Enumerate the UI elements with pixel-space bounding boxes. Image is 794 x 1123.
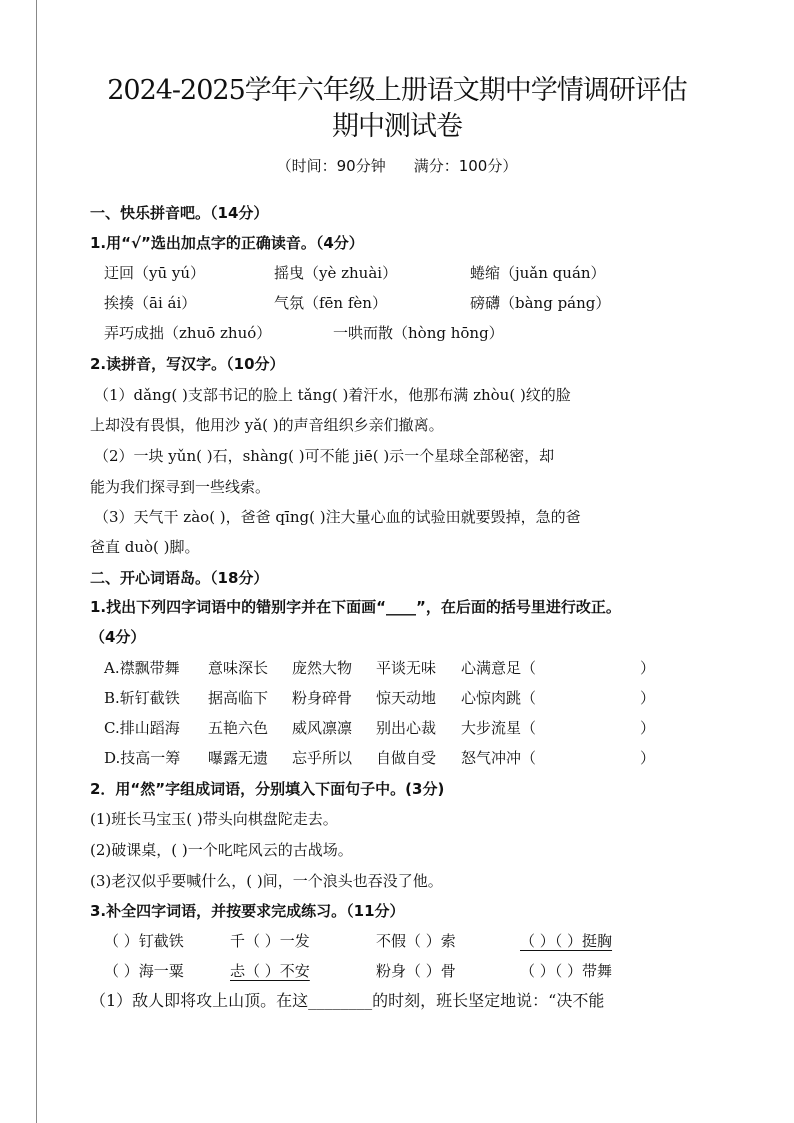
idiom-cell: 大步流星（: [461, 719, 537, 737]
exam-time-score: [0, 155, 794, 176]
idiom-cell: 威风凛凛: [292, 719, 353, 737]
idiom-fill-cell: 不假（ ）索: [376, 932, 456, 950]
pinyin-choice-item: 摇曳（yè zhuài）: [274, 264, 398, 282]
idiom-cell: B.斩钉截铁: [104, 689, 180, 707]
idiom-cell: ）: [640, 659, 656, 677]
pinyin-write-line: （1）dǎng( )支部书记的脸上 tǎng( )着汗水，他那布满 zhòu( )纹的脸: [94, 386, 571, 404]
exam-title-line2: 期中测试卷: [332, 111, 462, 142]
idiom-fill-cell: 粉身（ ）骨: [376, 962, 456, 980]
exam-time: （时间：90分钟: [276, 157, 386, 175]
idiom-cell: 嚗露无遗: [208, 749, 269, 767]
idiom-fill-cell: 千（ ）一发: [230, 932, 310, 950]
pinyin-write-line: （2）一块 yǔn( )石，shàng( )可不能 jiē( )示一个星球全部秘密，却: [94, 447, 555, 465]
idiom-cell: 心惊肉跳（: [461, 689, 537, 707]
s2-q1-prompt: 1.找出下列四字词语中的错别字并在下面画“____”，在后面的括号里进行改正。: [90, 598, 621, 616]
idiom-cell: ）: [640, 749, 656, 767]
pinyin-choice-item: 蜷缩（juǎn quán）: [470, 264, 606, 282]
s2-q1-score: （4分）: [90, 628, 146, 646]
idiom-cell: 庞然大物: [292, 659, 353, 677]
idiom-cell: ）: [640, 719, 656, 737]
s1-q1-prompt: 1.用“√”选出加点字的正确读音。（4分）: [90, 234, 364, 252]
idiom-cell: D.技高一筹: [104, 749, 181, 767]
s2-q2-prompt: 2．用“然”字组成词语，分别填入下面句子中。(3分): [90, 780, 445, 798]
ran-sentence: (2)破课桌，( )一个叱咤风云的古战场。: [90, 841, 353, 859]
section2-heading: 二、开心词语岛。（18分）: [90, 569, 269, 587]
pinyin-choice-item: 一哄而散（hòng hōng）: [333, 324, 504, 342]
idiom-cell: A.襟飘带舞: [104, 659, 180, 677]
ran-sentence: (1)班长马宝玉( )带头向棋盘陀走去。: [90, 810, 338, 828]
pinyin-choice-item: 挨揍（āi ái）: [104, 294, 197, 312]
pinyin-choice-item: 磅礴（bàng páng）: [470, 294, 611, 312]
idiom-cell: 粉身碎骨: [292, 689, 353, 707]
s2-q3-sentence: （1）敌人即将攻上山顶。在这________的时刻，班长坚定地说：“决不能: [90, 991, 605, 1010]
idiom-cell: 平谈无味: [376, 659, 437, 677]
ran-sentence: (3)老汉似乎要喊什么，( )间，一个浪头也吞没了他。: [90, 872, 443, 890]
pinyin-write-line: 能为我们探寻到一些线索。: [90, 478, 271, 496]
idiom-cell: C.排山蹈海: [104, 719, 180, 737]
idiom-fill-cell: （ ）海一粟: [104, 962, 184, 980]
pinyin-write-line: 上却没有畏惧，他用沙 yǎ( )的声音组织乡亲们撤离。: [90, 416, 444, 434]
idiom-cell: 怒气冲冲（: [461, 749, 537, 767]
exam-full-score: 满分：100分）: [413, 157, 518, 175]
idiom-fill-cell: （ ）（ ）挺胸: [520, 932, 613, 950]
idiom-cell: 惊天动地: [376, 689, 437, 707]
idiom-cell: 据高临下: [208, 689, 269, 707]
s1-q2-prompt: 2.读拼音，写汉字。（10分）: [90, 355, 285, 373]
pinyin-write-line: （3）天气干 zào( )，爸爸 qīng( )注大量心血的试验田就要毁掉，急的爸: [94, 508, 581, 526]
pinyin-choice-item: 气氛（fēn fèn）: [274, 294, 387, 312]
pinyin-write-line: 爸直 duò( )脚。: [90, 538, 200, 556]
idiom-fill-cell: 忐（ ）不安: [230, 962, 310, 980]
pinyin-choice-item: 迂回（yū yú）: [104, 264, 206, 282]
idiom-cell: 别出心裁: [376, 719, 437, 737]
pinyin-choice-item: 弄巧成拙（zhuō zhuó）: [104, 324, 272, 342]
idiom-cell: 自做自受: [376, 749, 437, 767]
idiom-cell: 五艳六色: [208, 719, 269, 737]
idiom-fill-cell: （ ）钉截铁: [104, 932, 184, 950]
idiom-fill-cell: （ ）（ ）带舞: [520, 962, 613, 980]
idiom-cell: 心满意足（: [461, 659, 537, 677]
idiom-cell: 意味深长: [208, 659, 269, 677]
idiom-cell: ）: [640, 689, 656, 707]
exam-title-line1: 2024-2025学年六年级上册语文期中学情调研评估: [107, 75, 687, 106]
s2-q3-prompt: 3.补全四字词语，并按要求完成练习。（11分）: [90, 902, 405, 920]
section1-heading: 一、快乐拼音吧。（14分）: [90, 204, 269, 222]
idiom-cell: 忘乎所以: [292, 749, 353, 767]
